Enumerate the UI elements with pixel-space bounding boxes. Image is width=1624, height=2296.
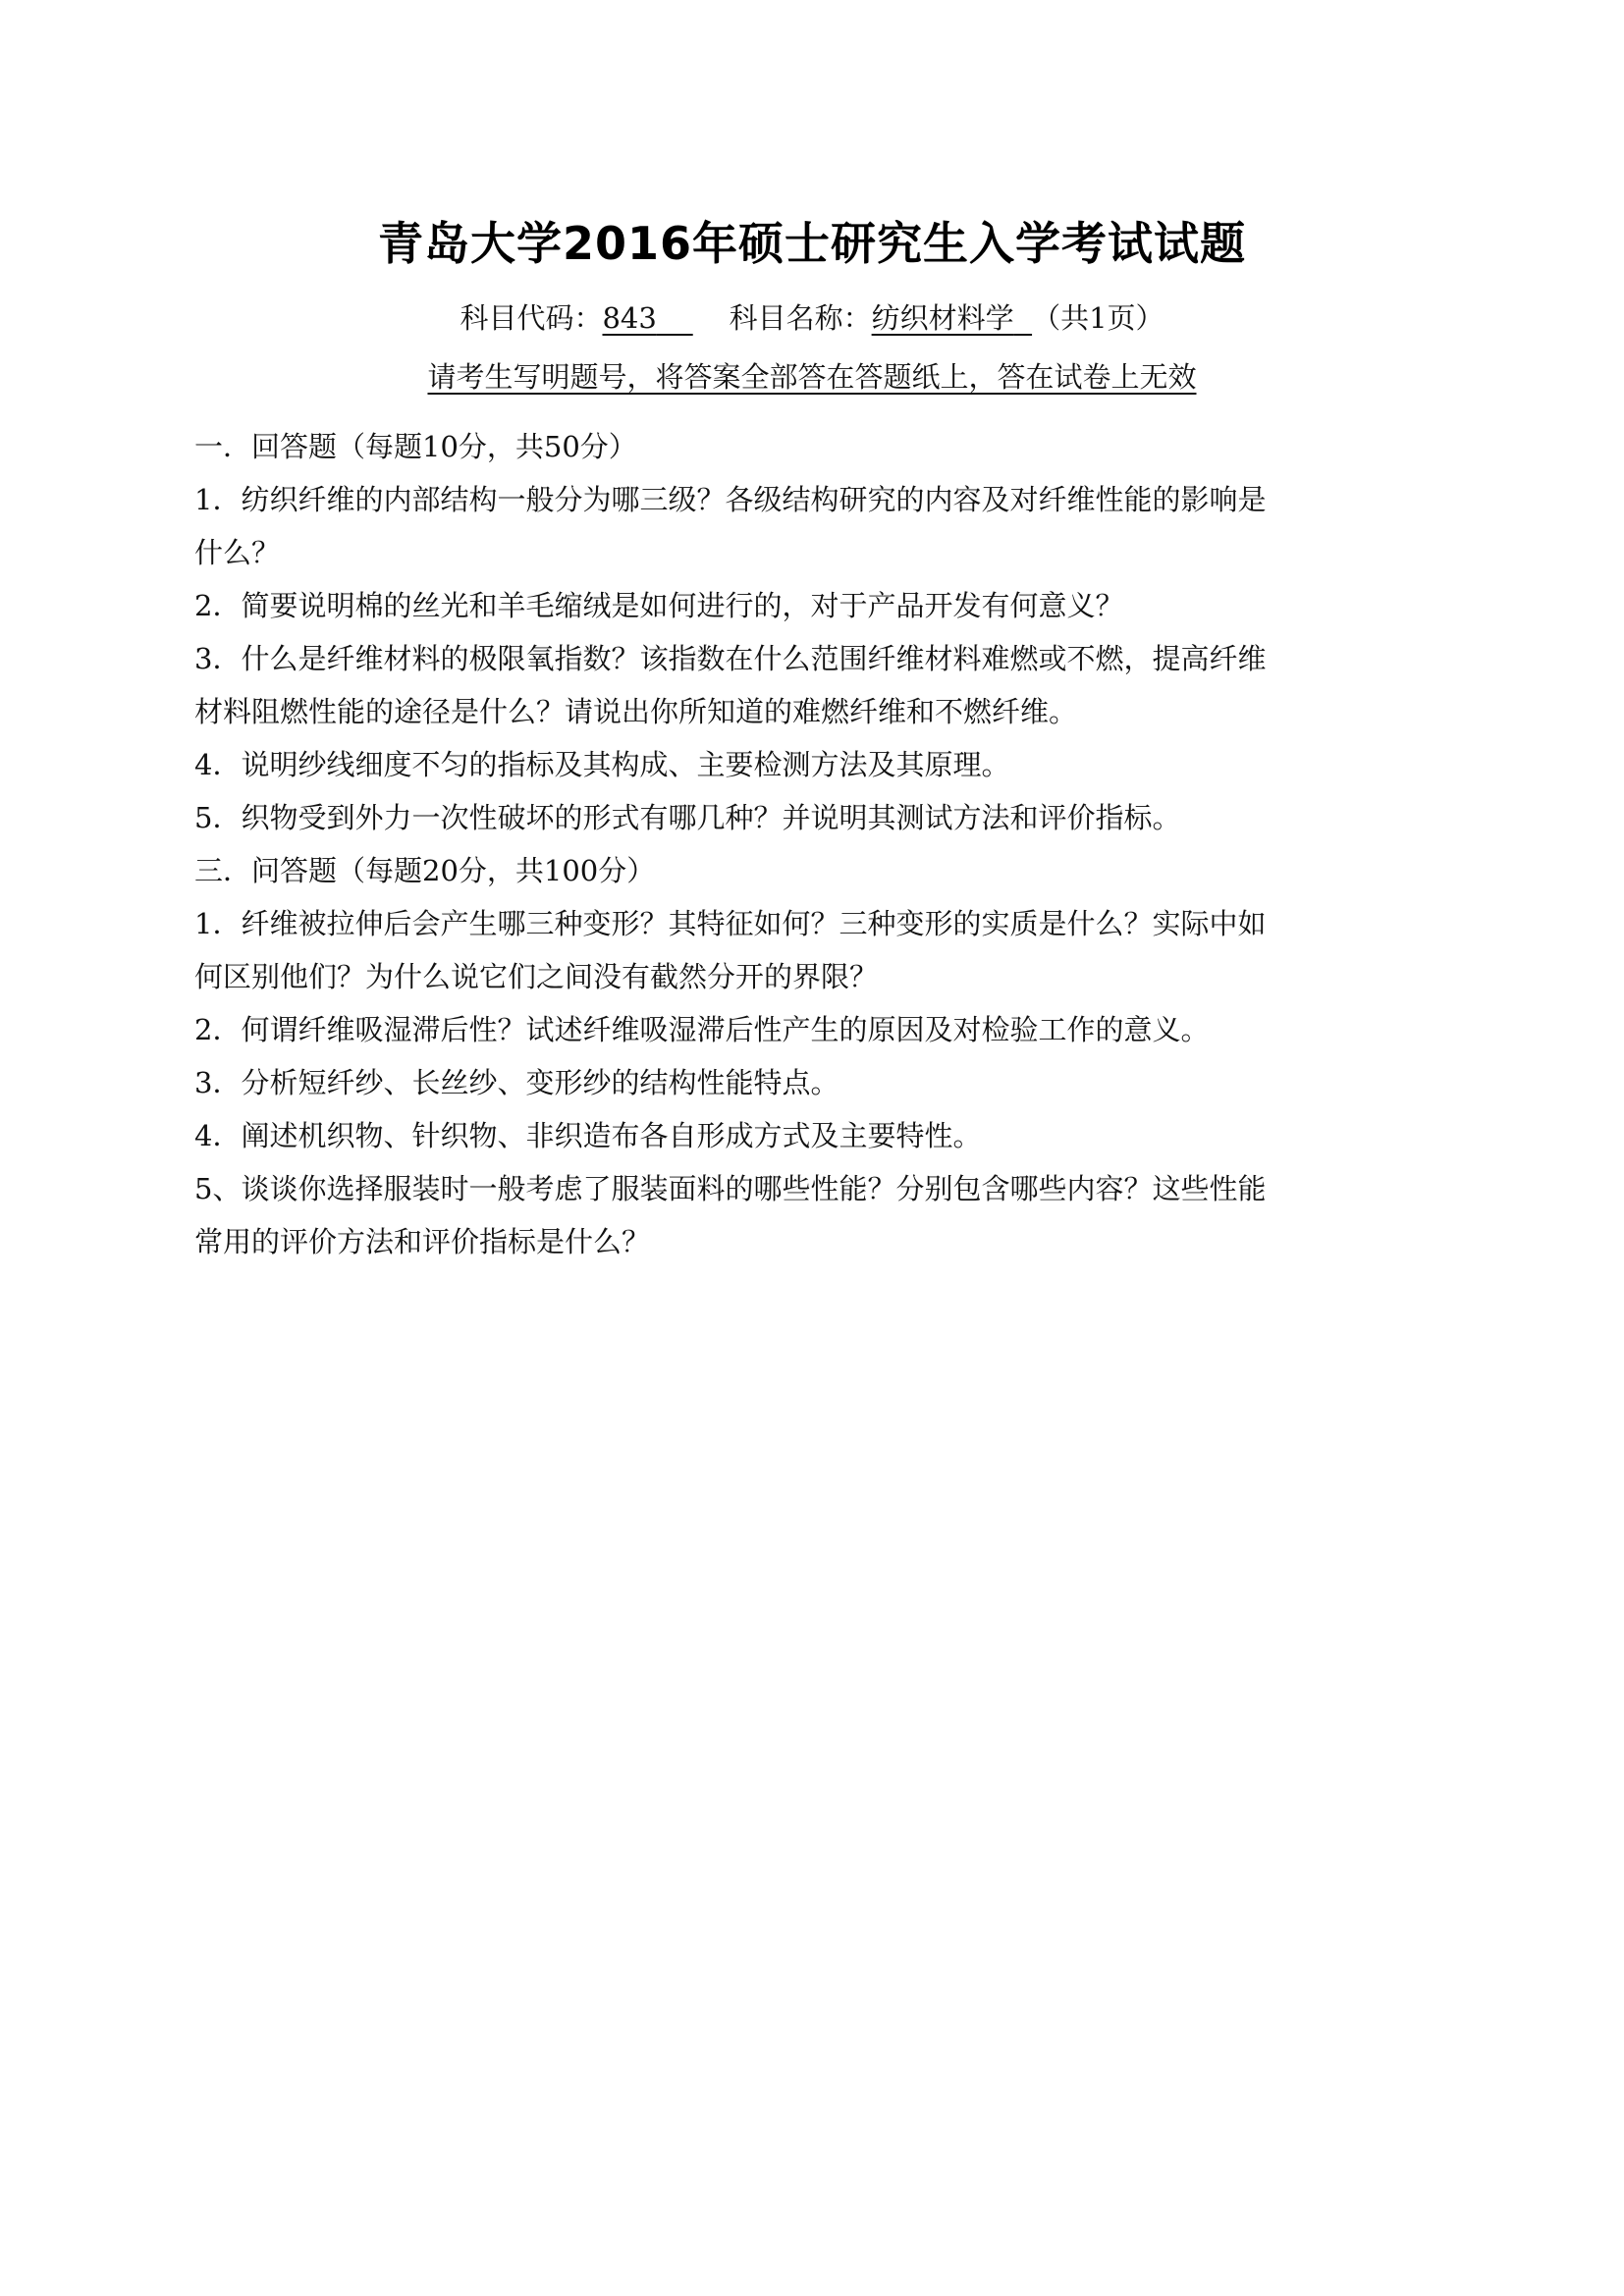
question-line: 材料阻燃性能的途径是什么？请说出你所知道的难燃纤维和不燃纤维。 xyxy=(194,695,1078,728)
question-line: 3．什么是纤维材料的极限氧指数？该指数在什么范围纤维材料难燃或不燃，提高纤维 xyxy=(194,642,1267,675)
question-line: 4．说明纱线细度不匀的指标及其构成、主要检测方法及其原理。 xyxy=(194,748,1010,781)
question-line: 5、谈谈你选择服装时一般考虑了服装面料的哪些性能？分别包含哪些内容？这些性能 xyxy=(194,1172,1267,1205)
subject-name: 纺织材料学 xyxy=(871,301,1014,335)
question-line: 什么？ xyxy=(194,536,281,569)
question-line: 1．纤维被拉伸后会产生哪三种变形？其特征如何？三种变形的实质是什么？实际中如 xyxy=(194,907,1267,940)
subject-info xyxy=(0,296,1624,337)
question-line: 3．分析短纤纱、长丝纱、变形纱的结构性能特点。 xyxy=(194,1066,839,1099)
page-count: （共1页） xyxy=(1032,301,1164,335)
exam-title: 青岛大学2016年硕士研究生入学考试试题 xyxy=(377,217,1247,270)
question-line: 1．纺织纤维的内部结构一般分为哪三级？各级结构研究的内容及对纤维性能的影响是 xyxy=(194,483,1267,516)
question-line: 5．织物受到外力一次性破坏的形式有哪几种？并说明其测试方法和评价指标。 xyxy=(194,801,1181,834)
subject-code: 843 xyxy=(602,301,657,335)
question-line: 2．何谓纤维吸湿滞后性？试述纤维吸湿滞后性产生的原因及对检验工作的意义。 xyxy=(194,1013,1210,1046)
question-line: 何区别他们？为什么说它们之间没有截然分开的界限？ xyxy=(194,960,879,993)
exam-notice: 请考生写明题号，将答案全部答在答题纸上，答在试卷上无效 xyxy=(427,360,1197,394)
question-line: 4．阐述机织物、针织物、非织造布各自形成方式及主要特性。 xyxy=(194,1119,982,1152)
section-heading: 三．问答题（每题20分，共100分） xyxy=(194,854,656,887)
subject-name-label: 科目名称： xyxy=(729,301,872,335)
section-heading: 一．回答题（每题10分，共50分） xyxy=(194,430,637,463)
exam-body xyxy=(194,420,1451,1268)
question-line: 2．简要说明棉的丝光和羊毛缩绒是如何进行的，对于产品开发有何意义？ xyxy=(194,589,1124,622)
question-line: 常用的评价方法和评价指标是什么？ xyxy=(194,1225,651,1258)
subject-code-label: 科目代码： xyxy=(460,301,603,335)
